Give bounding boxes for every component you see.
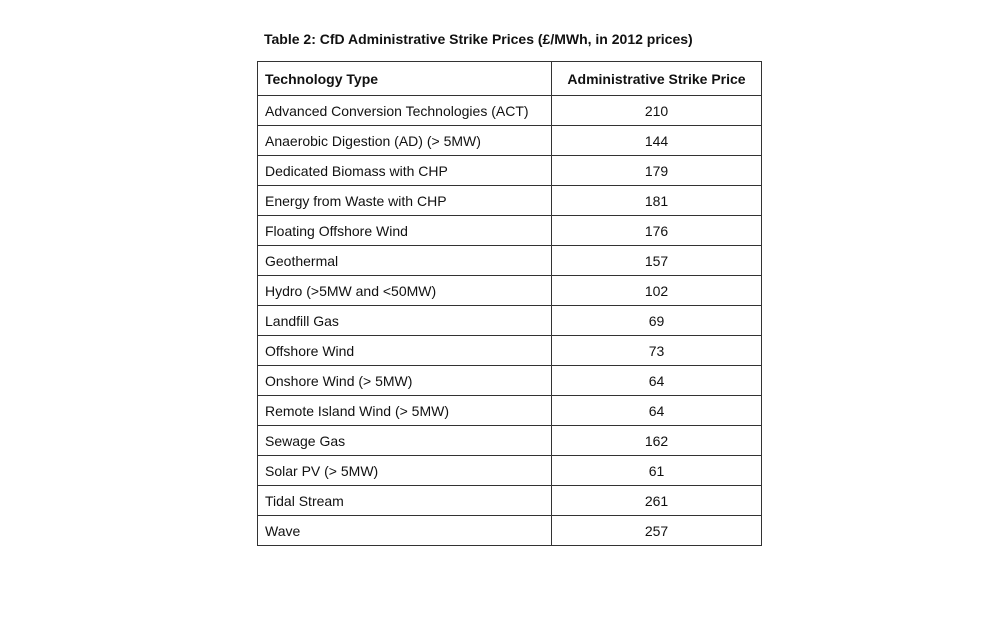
table-row [258,396,762,426]
table-row [258,366,762,396]
technology-cell: Tidal Stream [258,486,552,516]
price-cell: 179 [552,156,762,186]
table-row [258,156,762,186]
technology-cell: Floating Offshore Wind [258,216,552,246]
price-cell: 64 [552,396,762,426]
price-cell: 210 [552,96,762,126]
table-header-row [258,62,762,96]
price-cell: 102 [552,276,762,306]
header-technology-type: Technology Type [258,62,552,96]
table-caption: Table 2: CfD Administrative Strike Prices (£/MWh, in 2012 prices) [264,31,693,47]
price-cell: 61 [552,456,762,486]
table-row [258,426,762,456]
price-cell: 73 [552,336,762,366]
price-cell: 261 [552,486,762,516]
price-cell: 176 [552,216,762,246]
technology-cell: Advanced Conversion Technologies (ACT) [258,96,552,126]
price-cell: 69 [552,306,762,336]
technology-cell: Geothermal [258,246,552,276]
price-cell: 144 [552,126,762,156]
technology-cell: Landfill Gas [258,306,552,336]
technology-cell: Solar PV (> 5MW) [258,456,552,486]
technology-cell: Hydro (>5MW and <50MW) [258,276,552,306]
table-row [258,246,762,276]
table-row [258,306,762,336]
technology-cell: Onshore Wind (> 5MW) [258,366,552,396]
price-cell: 257 [552,516,762,546]
price-cell: 162 [552,426,762,456]
table-row [258,516,762,546]
table-row [258,96,762,126]
table-row [258,456,762,486]
table-row [258,336,762,366]
table-row [258,126,762,156]
technology-cell: Energy from Waste with CHP [258,186,552,216]
technology-cell: Offshore Wind [258,336,552,366]
technology-cell: Wave [258,516,552,546]
table-row [258,216,762,246]
table-row [258,276,762,306]
technology-cell: Dedicated Biomass with CHP [258,156,552,186]
table-row [258,486,762,516]
price-cell: 181 [552,186,762,216]
strike-price-table [257,61,762,546]
table-row [258,186,762,216]
price-cell: 64 [552,366,762,396]
header-strike-price: Administrative Strike Price [552,62,762,96]
price-cell: 157 [552,246,762,276]
technology-cell: Remote Island Wind (> 5MW) [258,396,552,426]
technology-cell: Sewage Gas [258,426,552,456]
technology-cell: Anaerobic Digestion (AD) (> 5MW) [258,126,552,156]
